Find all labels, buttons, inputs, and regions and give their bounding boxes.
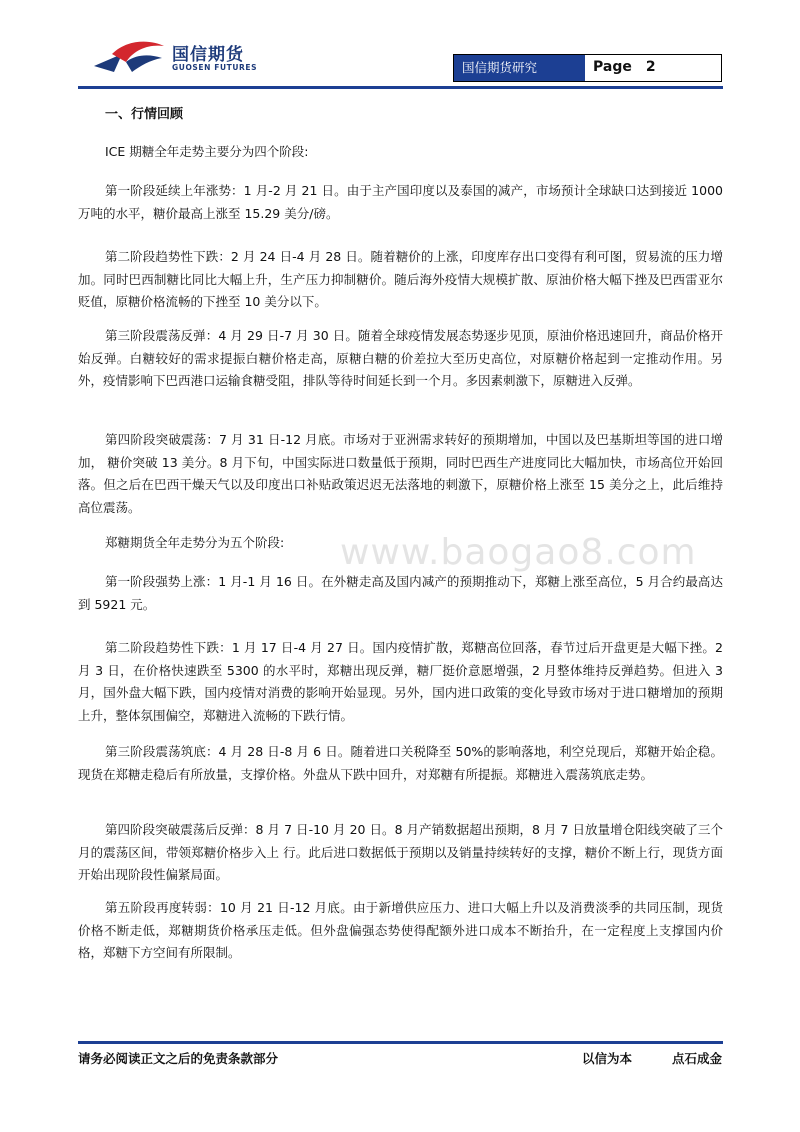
paragraph: 第五阶段再度转弱：10 月 21 日-12 月底。由于新增供应压力、进口大幅上升以及消费淡季的共同压制，现货价格不断走低，郑糖期货价格承压走低。但外盘偏强态势使得配额外进口成本不断抬升，在一定程度上支撑国内价格，郑糖下方空间有所限制。 <box>78 900 723 960</box>
footer-slogan <box>582 1049 722 1067</box>
paragraph: 郑糖期货全年走势分为五个阶段: <box>105 535 285 550</box>
paragraph: 第三阶段震荡筑底：4 月 28 日-8 月 6 日。随着进口关税降至 50%的影响落地，利空兑现后，郑糖开始企稳。现货在郑糖走稳后有所放量，支撑价格。外盘从下跌中回升，对郑糖有所提振。郑糖进入震荡筑底走势。 <box>78 744 723 782</box>
footer-divider <box>78 1041 723 1044</box>
page-label: Page <box>593 59 632 75</box>
paragraph: 第一阶段延续上年涨势：1 月-2 月 21 日。由于主产国印度以及泰国的减产，市场预计全球缺口达到接近 1000 万吨的水平，糖价最高上涨至 15.29 美分/磅。 <box>78 183 723 221</box>
paragraph: 第四阶段突破震荡：7 月 31 日-12 月底。市场对于亚洲需求转好的预期增加，中国以及巴基斯坦等国的进口增加， 糖价突破 13 美分。8 月下旬，中国实际进口数量低于预期，同时巴西生产进度同比大幅加快，市场高位开始回落。但之后在巴西干燥天气以及印度出口补贴政策迟迟无法落地的刺激下，原糖价格上涨至 15 美分之上，此后维持高位震荡。 <box>78 432 723 515</box>
slogan-text: 点石成金 <box>671 1051 722 1066</box>
slogan-text: 以信为本 <box>581 1051 632 1066</box>
disclaimer-note: 请务必阅读正文之后的免责条款部分 <box>78 1051 279 1066</box>
page-number: 2 <box>645 59 656 75</box>
company-logo <box>92 36 282 80</box>
paragraph: ICE 期糖全年走势主要分为四个阶段: <box>105 144 309 159</box>
page-indicator <box>587 55 721 81</box>
paragraph: 第三阶段震荡反弹：4 月 29 日-7 月 30 日。随着全球疫情发展态势逐步见顶，原油价格迅速回升，商品价格开始反弹。白糖较好的需求提振白糖价格走高，原糖白糖的价差拉大至历史高位，对原糖价格起到一定推动作用。另外，疫情影响下巴西港口运输食糖受阻，排队等待时间延长到一个月。多因素刺激下，原糖进入反弹。 <box>78 328 723 388</box>
header-label-box <box>453 54 722 82</box>
paragraph: 第二阶段趋势性下跌：2 月 24 日-4 月 28 日。随着糖价的上涨，印度库存出口变得有利可图，贸易流的压力增加。同时巴西制糖比同比大幅上升，生产压力抑制糖价。随后海外疫情大规模扩散、原油价格大幅下挫及巴西雷亚尔贬值，原糖价格流畅的下挫至 10 美分以下。 <box>78 249 723 309</box>
watermark: www.baogao8.com <box>340 532 697 573</box>
paragraph: 第一阶段强势上涨：1 月-1 月 16 日。在外糖走高及国内减产的预期推动下，郑糖上涨至高位，5 月合约最高达到 5921 元。 <box>78 574 723 612</box>
paragraph: 第二阶段趋势性下跌：1 月 17 日-4 月 27 日。国内疫情扩散，郑糖高位回落，春节过后开盘更是大幅下挫。2 月 3 日，在价格快速跌至 5300 的水平时，郑糖出现反弹，糖厂挺价意愿增强，2 月整体维持反弹趋势。但进入 3 月，国外盘大幅下跌，国内疫情对消费的影响开始显现。另外，国内进口政策的变化导致市场对于进口糖增加的预期上升，整体氛围偏空，郑糖进入流畅的下跌行情。 <box>78 640 723 723</box>
header-divider <box>78 86 723 89</box>
research-label: 国信期货研究 <box>454 55 585 81</box>
logo-chinese-name: 国信期货 <box>172 45 244 65</box>
paragraph: 第四阶段突破震荡后反弹：8 月 7 日-10 月 20 日。8 月产销数据超出预期，8 月 7 日放量增仓阳线突破了三个月的震荡区间，带领郑糖价格步入上 行。此后进口数据低于预期以及销量持续转好的支撑，糖价不断上行，现货方面开始出现阶段性偏紧局面。 <box>78 822 723 882</box>
logo-english-name: GUOSEN FUTURES <box>172 63 258 72</box>
section-title: 一、行情回顾 <box>105 107 184 122</box>
logo-emblem-icon <box>92 40 166 74</box>
